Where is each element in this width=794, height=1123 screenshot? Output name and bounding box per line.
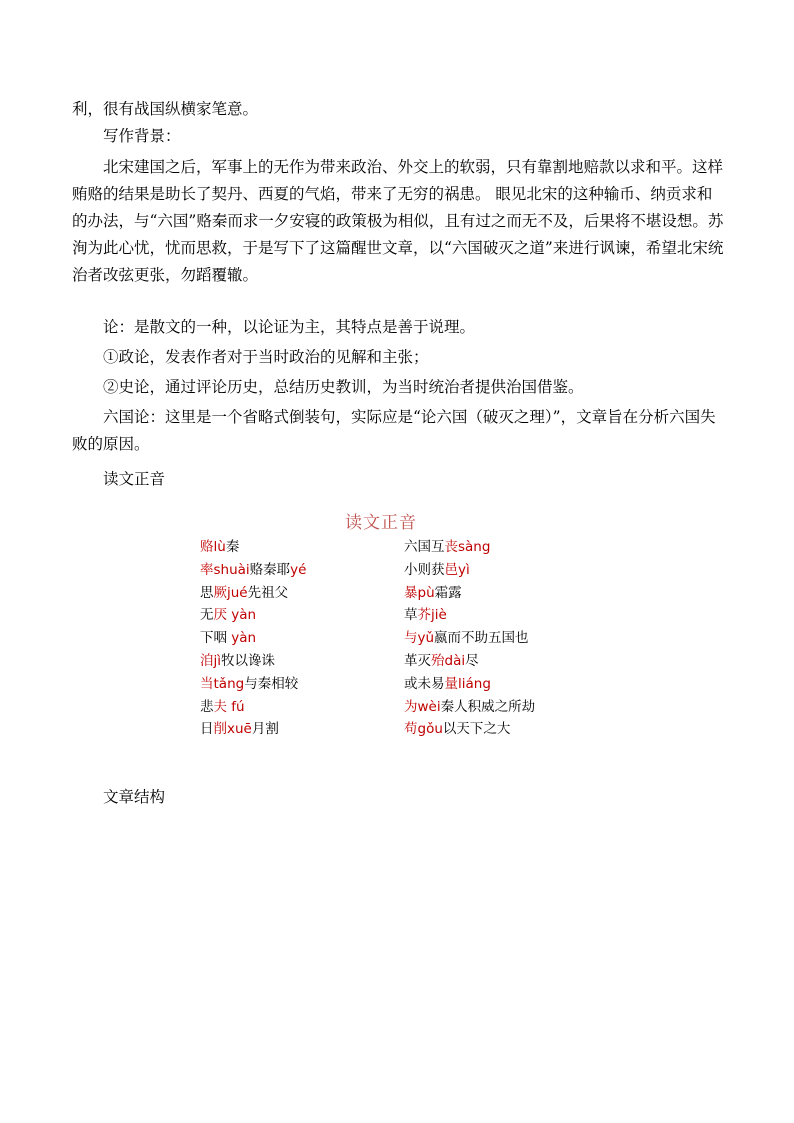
pronunciation-text: 牧以谗诛 <box>221 652 276 669</box>
pronunciation-row <box>404 559 535 582</box>
heading-writing-background: 写作背景： <box>103 127 181 145</box>
pronunciation-text: 赂秦耶 <box>249 561 291 578</box>
pronunciation-row <box>404 582 535 605</box>
pronunciation-marked-char: yé <box>290 561 307 578</box>
pronunciation-text: 革灭 <box>404 652 431 669</box>
pronunciation-marked-char: 邑yì <box>444 561 470 578</box>
pronunciation-row <box>200 536 306 559</box>
pronunciation-row <box>200 718 306 741</box>
pronunciation-text: 与秦相较 <box>244 675 299 692</box>
paragraph-title-explanation: 六国论：这里是一个省略式倒装句，实际应是“论六国（破灭之理）”，文章旨在分析六国失败的原因。 <box>72 408 716 453</box>
heading-article-structure: 文章结构 <box>103 788 166 806</box>
paragraph-writing-background: 北宋建国之后，军事上的无作为带来政治、外交上的软弱，只有靠割地赔款以求和平。这样贿赂的结果是助长了契丹、西夏的气焰，带来了无穷的祸患。 眼见北宋的这种输币、纳贡求和的办法，与“六国”赂秦而求一夕安寝的政策极为相似，且有过之而无不及，后果将不堪设想。苏洵为此心忧，忧而思救，于是写下了这篇醒世文章，以“六国破灭之道”来进行讽谏，希望北宋统治者改弦更张，勿蹈覆辙。 <box>72 158 724 284</box>
pronunciation-text: 秦人积威之所劫 <box>440 698 536 715</box>
pronunciation-text: 嬴而不助五国也 <box>434 630 529 647</box>
pronunciation-marked-char: 苟gǒu <box>404 721 443 738</box>
heading-pronunciation: 读文正音 <box>103 470 166 488</box>
pronunciation-text: 六国互 <box>404 539 445 555</box>
pronunciation-marked-char: 洎jì <box>200 652 222 669</box>
pronunciation-text: 月割 <box>251 721 279 738</box>
pronunciation-marked-char: 芥jiè <box>417 607 447 624</box>
paragraph-political-essay: ①政论，发表作者对于当时政治的见解和主张； <box>103 348 429 366</box>
pronunciation-text: 或未易 <box>404 675 445 692</box>
pronunciation-row <box>404 604 535 627</box>
pronunciation-row <box>404 718 535 741</box>
pronunciation-text: 草 <box>404 607 418 624</box>
pronunciation-text: 秦 <box>225 539 240 555</box>
pronunciation-row <box>404 696 535 719</box>
pronunciation-left-column <box>200 536 306 741</box>
pronunciation-marked-char: yàn <box>231 630 257 647</box>
pronunciation-row <box>200 696 306 719</box>
pronunciation-row <box>200 627 306 650</box>
pronunciation-text: 小则获 <box>404 561 445 578</box>
pronunciation-text: 悲 <box>200 698 214 715</box>
pronunciation-marked-char: 暴pù <box>404 584 435 601</box>
pronunciation-row <box>404 536 535 559</box>
pronunciation-marked-char: 殆dài <box>431 652 466 669</box>
paragraph-intro-tail: 利，很有战国纵横家笔意。 <box>72 100 259 118</box>
pronunciation-row <box>200 582 306 605</box>
pronunciation-marked-char: 当tǎng <box>200 675 245 692</box>
paragraph-history-essay: ②史论，通过评论历史，总结历史教训，为当时统治者提供治国借鉴。 <box>103 378 584 396</box>
pronunciation-row <box>200 673 306 696</box>
pronunciation-text: 尽 <box>465 652 479 669</box>
pronunciation-marked-char: 削xuē <box>213 721 252 738</box>
pronunciation-marked-char: 厌 yàn <box>213 607 257 624</box>
pronunciation-row <box>200 559 306 582</box>
pronunciation-row <box>200 650 306 673</box>
pronunciation-right-column <box>404 536 535 741</box>
pronunciation-text: 下咽 <box>200 630 232 647</box>
pronunciation-row <box>404 627 535 650</box>
pronunciation-text: 霜露 <box>434 584 462 601</box>
pronunciation-text: 无 <box>200 607 214 624</box>
pronunciation-row <box>200 604 306 627</box>
pronunciation-row <box>404 650 535 673</box>
pronunciation-marked-char: 与yǔ <box>404 630 435 647</box>
pronunciation-row <box>404 673 535 696</box>
pronunciation-marked-char: 夫 fú <box>213 698 245 715</box>
pronunciation-marked-char: 率shuài <box>200 561 250 578</box>
pronunciation-text: 以天下之大 <box>442 721 511 738</box>
pronunciation-table-title: 读文正音 <box>345 513 417 533</box>
pronunciation-marked-char: 量liáng <box>444 675 491 692</box>
pronunciation-marked-char: 丧sàng <box>444 539 491 555</box>
pronunciation-marked-char: 为wèi <box>404 698 441 715</box>
pronunciation-text: 先祖父 <box>247 584 289 601</box>
pronunciation-text: 思 <box>200 584 214 601</box>
pronunciation-marked-char: 厥jué <box>213 584 248 601</box>
pronunciation-text: 日 <box>200 721 214 738</box>
pronunciation-marked-char: 赂lù <box>200 539 226 555</box>
paragraph-lun-definition: 论：是散文的一种，以论证为主，其特点是善于说理。 <box>103 318 476 336</box>
